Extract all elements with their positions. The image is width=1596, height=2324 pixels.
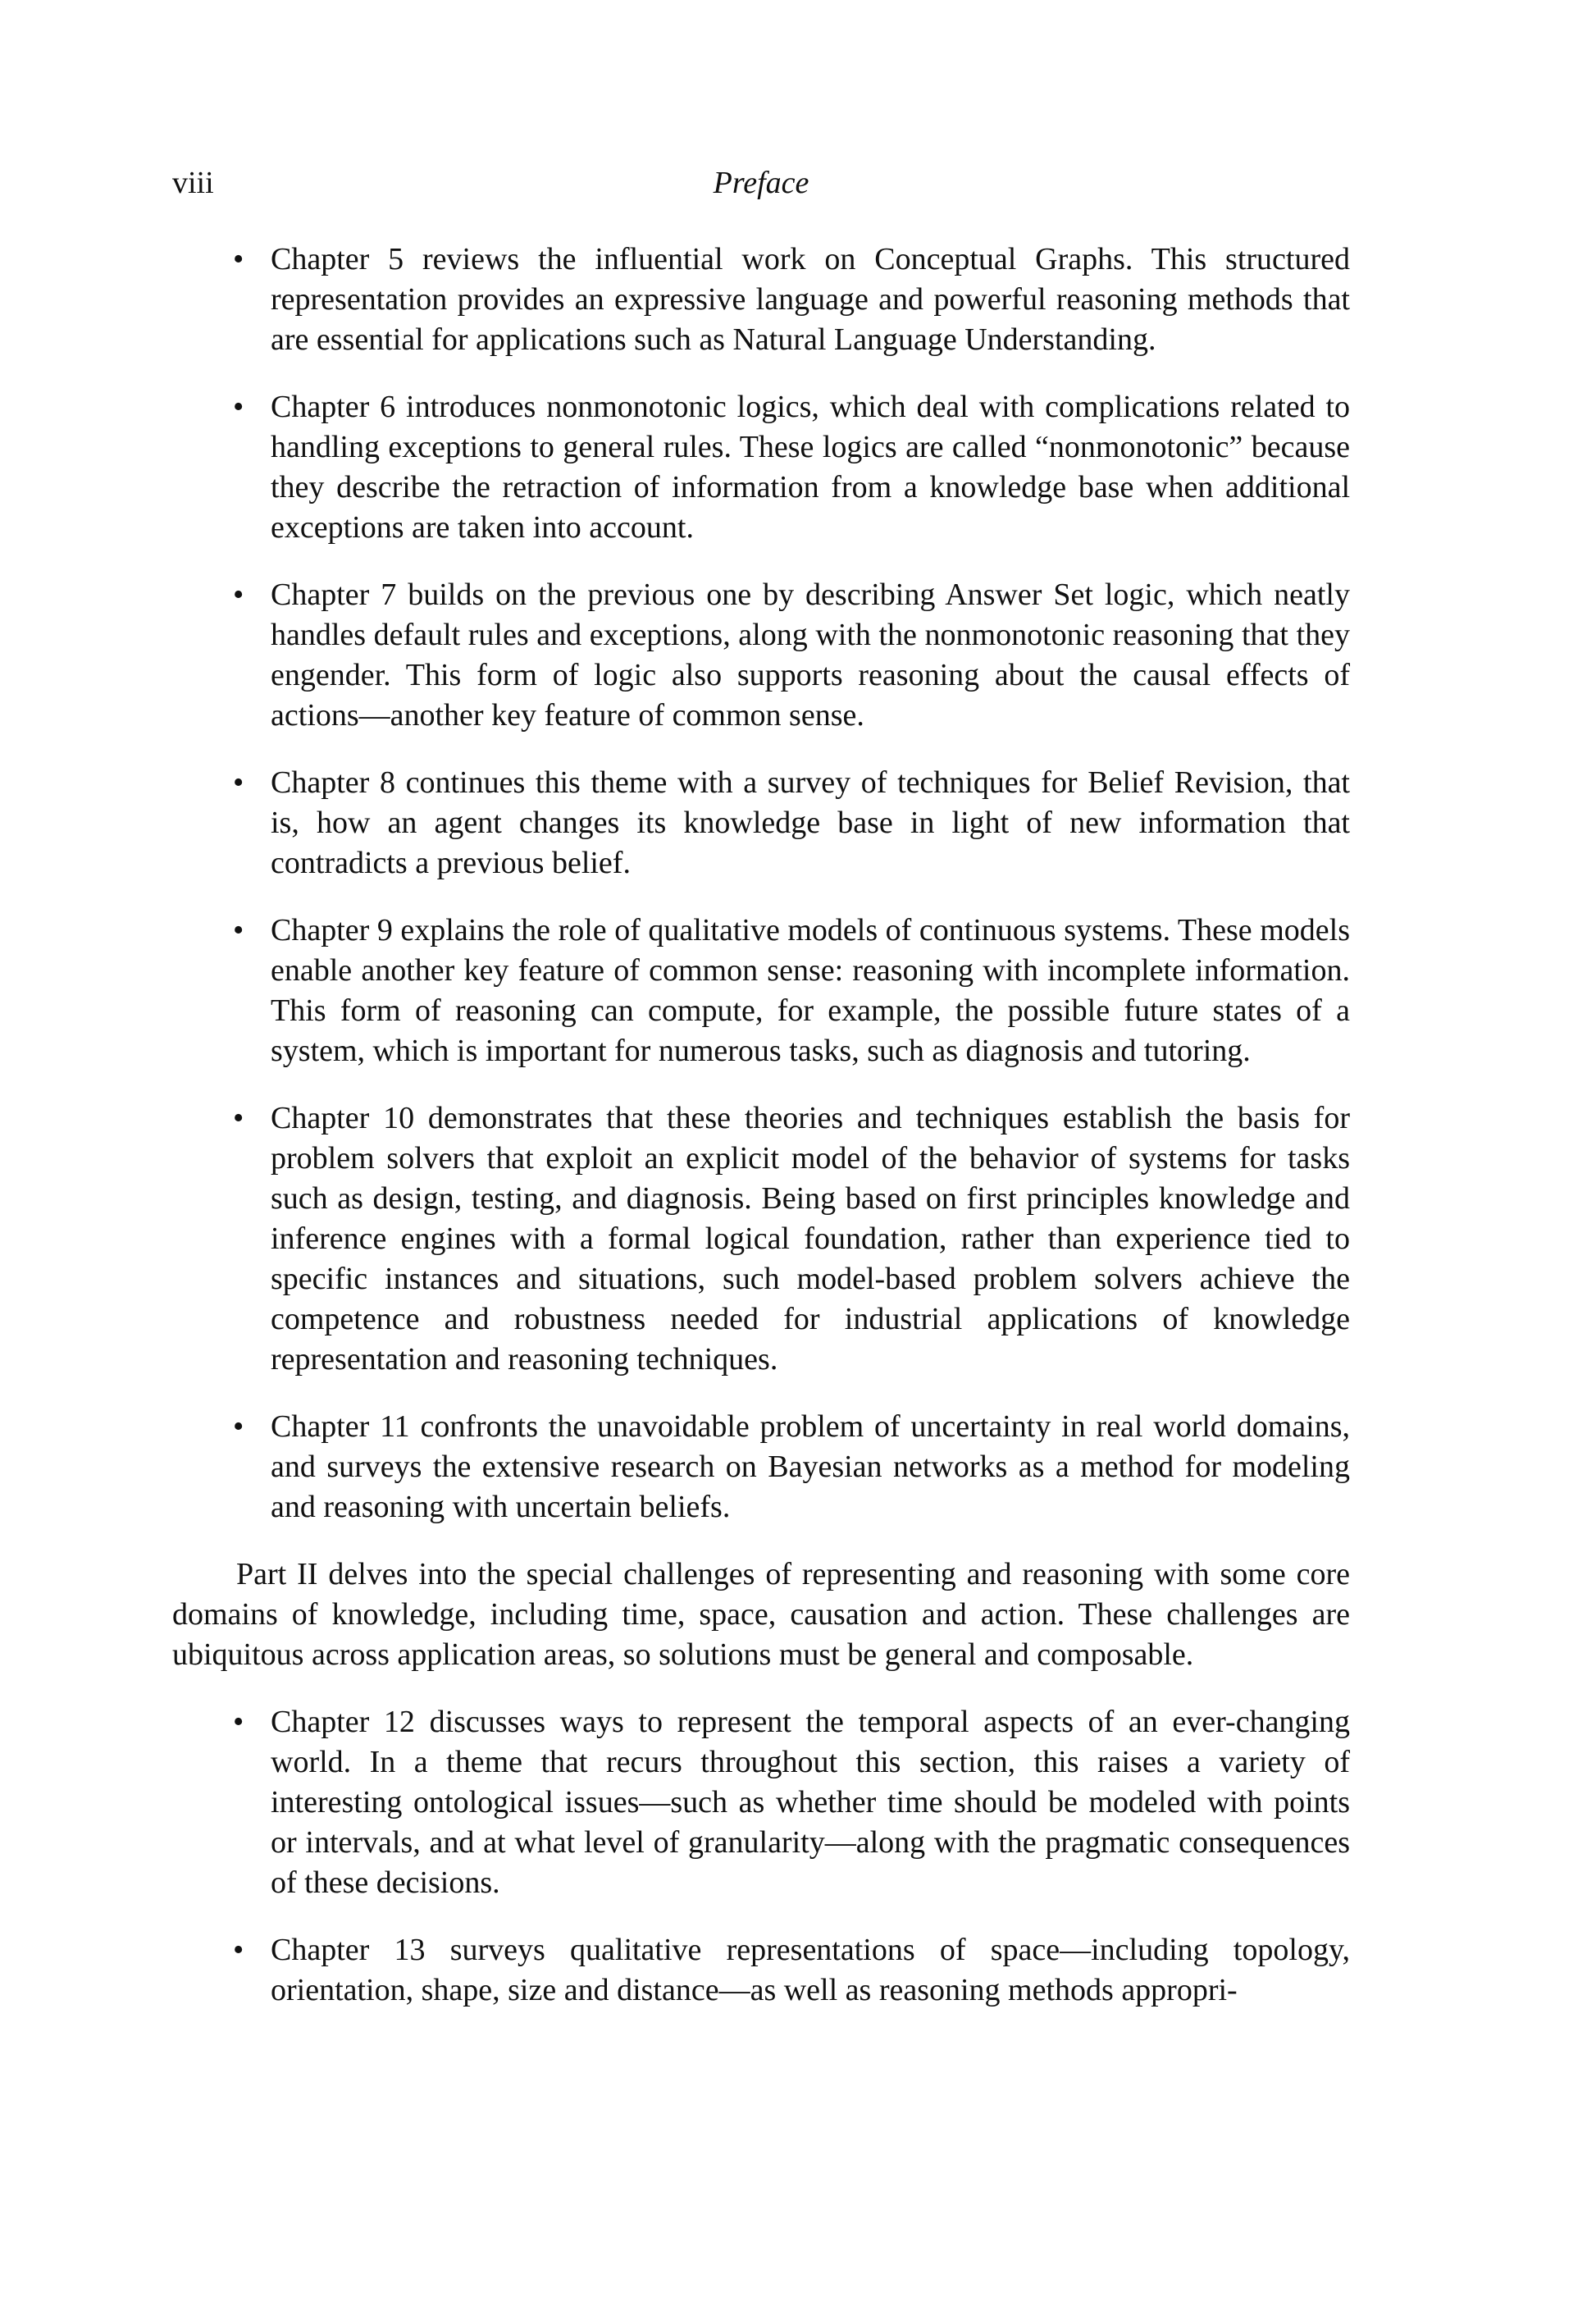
page-body bbox=[172, 240, 1350, 2038]
page-header bbox=[172, 161, 1350, 205]
list-item-chapter-11: • Chapter 11 confronts the unavoidable problem of uncertainty in real world domains, and surveys the extensive research on Bayesian networks as a method for modeling and reasoning with uncertain beliefs. bbox=[172, 1407, 1350, 1527]
list-item-chapter-10: • Chapter 10 demonstrates that these theories and techniques establish the basis for problem solvers that exploit an explicit model of the behavior of systems for tasks such as design, testing, and diagnosis. Being based on first principles knowledge and inference engines with a formal logical foundation, rather than experience tied to specific instances and situations, such model-based problem solvers achieve the competence and robustness needed for industrial applications of knowledge representation and reasoning techniques. bbox=[172, 1098, 1350, 1380]
list-item-chapter-13: • Chapter 13 surveys qualitative representations of space—including topology, orientation, shape, size and distance—as well as reasoning methods appropri- bbox=[172, 1930, 1350, 2011]
part-2-intro-paragraph: Part II delves into the special challenges of representing and reasoning with some core domains of knowledge, including time, space, causation and action. These challenges are ubiquitous across application areas, so solutions must be general and composable. bbox=[172, 1557, 1350, 1672]
list-item-chapter-6: • Chapter 6 introduces nonmonotonic logics, which deal with complications related to handling exceptions to general rules. These logics are called “nonmonotonic” because they describe the retraction of information from a knowledge base when additional exceptions are taken into account. bbox=[172, 387, 1350, 548]
list-item-chapter-5: • Chapter 5 reviews the influential work on Conceptual Graphs. This structured representation provides an expressive language and powerful reasoning methods that are essential for applications such as Natural Language Understanding. bbox=[172, 240, 1350, 360]
list-item-chapter-8: • Chapter 8 continues this theme with a survey of techniques for Belief Revision, that is, how an agent changes its knowledge base in light of new information that contradicts a previous belief. bbox=[172, 763, 1350, 883]
list-item-chapter-12: • Chapter 12 discusses ways to represent the temporal aspects of an ever-changing world. In a theme that recurs throughout this section, this raises a variety of interesting ontological issues—such as whether time should be modeled with points or intervals, and at what level of granularity—along with the pragmatic consequences of these decisions. bbox=[172, 1702, 1350, 1903]
list-item-chapter-7: • Chapter 7 builds on the previous one by describing Answer Set logic, which neatly handles default rules and exceptions, along with the nonmonotonic reasoning that they engender. This form of logic also supports reasoning about the causal effects of actions—another key feature of common sense. bbox=[172, 575, 1350, 736]
page-number: viii bbox=[172, 166, 214, 200]
running-title: Preface bbox=[713, 166, 809, 200]
chapter-list-part-2 bbox=[172, 1702, 1350, 2011]
list-item-chapter-9: • Chapter 9 explains the role of qualitative models of continuous systems. These models enable another key feature of common sense: reasoning with incomplete information. This form of reasoning can compute, for example, the possible future states of a system, which is important for numerous tasks, such as diagnosis and tutoring. bbox=[172, 911, 1350, 1071]
chapter-list-part-1 bbox=[172, 240, 1350, 1527]
